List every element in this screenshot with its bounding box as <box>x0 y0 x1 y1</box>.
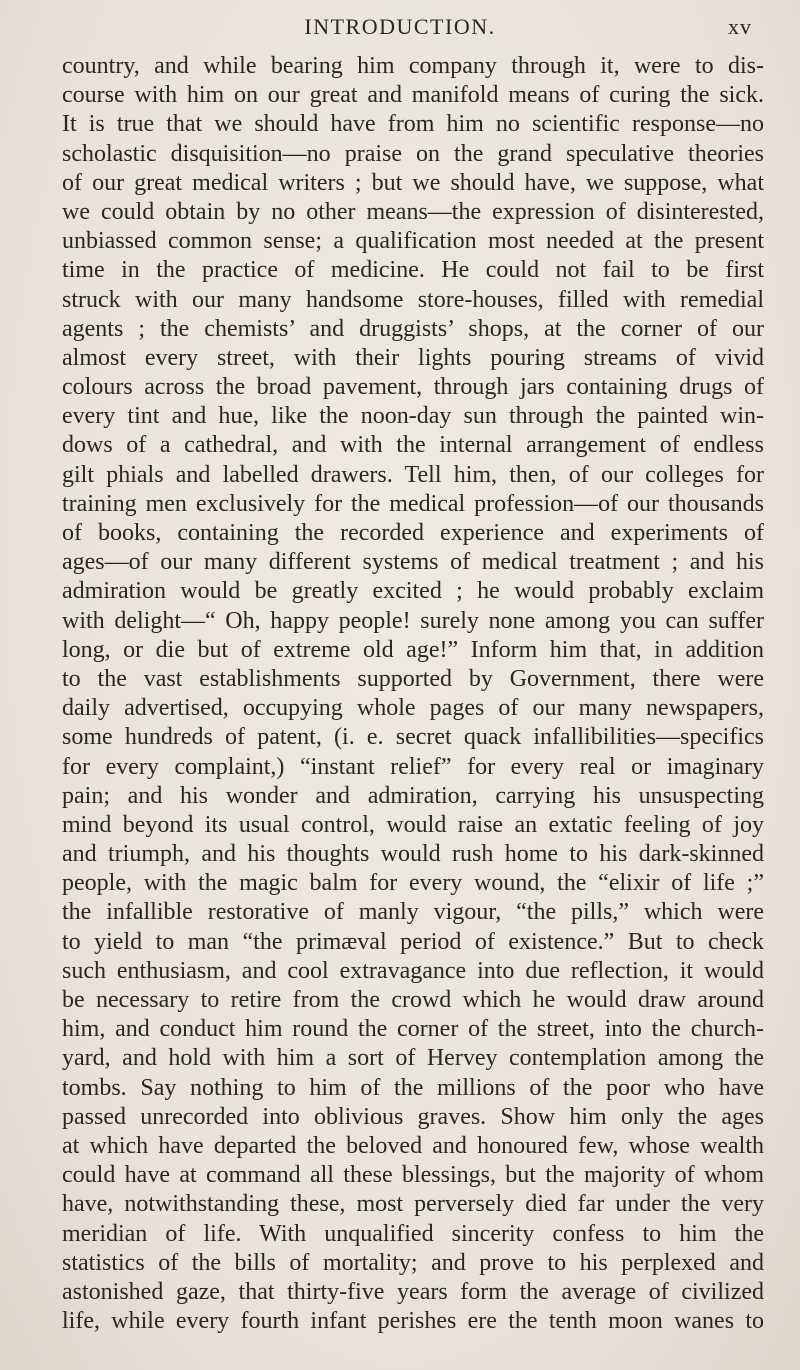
text-line: daily advertised, occupying whole pages of our many newspapers, <box>62 695 764 722</box>
text-line: unbiassed common sense; a qualification most needed at the present <box>62 228 764 255</box>
page-number: xv <box>728 14 752 39</box>
text-line: passed unrecorded into oblivious graves. Show him only the ages <box>62 1103 764 1130</box>
text-line: long, or die but of extreme old age!” Inform him that, in addition <box>62 636 764 663</box>
running-title: INTRODUCTION. <box>304 14 496 39</box>
text-line: dows of a cathedral, and with the internal arrangement of endless <box>62 432 764 459</box>
text-line: colours across the broad pavement, through jars containing drugs of <box>62 374 764 401</box>
text-line: of our great medical writers ; but we should have, we suppose, what <box>62 169 764 196</box>
text-line: agents ; the chemists’ and druggists’ shops, at the corner of our <box>62 315 764 342</box>
text-line: of books, containing the recorded experience and experiments of <box>62 520 764 546</box>
text-line: struck with our many handsome store-houses, filled with remedial <box>62 286 764 313</box>
text-line: and triumph, and his thoughts would rush home to his dark-skinned <box>62 841 764 868</box>
text-line: meridian of life. With unqualified sincerity confess to him the <box>62 1220 764 1247</box>
text-line: every tint and hue, like the noon-day sun through the painted win- <box>62 403 764 430</box>
text-line: him, and conduct him round the corner of the street, into the church- <box>62 1016 764 1043</box>
text-line: ages—of our many different systems of medical treatment ; and his <box>62 549 764 576</box>
text-line: admiration would be greatly excited ; he would probably exclaim <box>62 578 764 605</box>
text-line: It is true that we should have from him no scientific response—no <box>62 111 764 138</box>
text-line: be necessary to retire from the crowd which he would draw around <box>62 987 764 1013</box>
text-line: astonished gaze, that thirty-five years form the average of civilized <box>62 1278 764 1305</box>
text-line: the infallible restorative of manly vigour, “the pills,” which were <box>62 899 764 926</box>
text-line: people, with the magic balm for every wound, the “elixir of life ;” <box>62 870 764 897</box>
text-line: with delight—“ Oh, happy people! surely none among you can suffer <box>62 607 764 634</box>
text-line: mind beyond its usual control, would raise an extatic feeling of joy <box>62 811 764 838</box>
text-line: scholastic disquisition—no praise on the grand speculative theories <box>62 140 764 167</box>
text-line: course with him on our great and manifold means of curing the sick. <box>62 82 764 109</box>
text-line: tombs. Say nothing to him of the millions of the poor who have <box>62 1074 764 1101</box>
text-line: training men exclusively for the medical profession—of our thousands <box>62 490 764 517</box>
text-line: pain; and his wonder and admiration, carrying his unsuspecting <box>62 782 764 809</box>
text-line: yard, and hold with him a sort of Hervey contemplation among the <box>62 1045 764 1072</box>
text-line: country, and while bearing him company through it, were to dis- <box>62 53 764 79</box>
text-line: time in the practice of medicine. He could not fail to be first <box>62 257 764 284</box>
text-line: life, while every fourth infant perishes ere the tenth moon wanes to <box>62 1308 764 1335</box>
text-line: we could obtain by no other means—the expression of disinterested, <box>62 198 764 225</box>
text-line: statistics of the bills of mortality; and prove to his perplexed and <box>62 1249 764 1276</box>
text-line: for every complaint,) “instant relief” for every real or imaginary <box>62 753 764 780</box>
text-line: gilt phials and labelled drawers. Tell him, then, of our colleges for <box>62 461 764 488</box>
text-line: at which have departed the beloved and honoured few, whose wealth <box>62 1132 764 1159</box>
text-line: to the vast establishments supported by Government, there were <box>62 665 764 692</box>
text-line: could have at command all these blessings, but the majority of whom <box>62 1162 764 1189</box>
text-line: such enthusiasm, and cool extravagance into due reflection, it would <box>62 957 764 984</box>
text-line: some hundreds of patent, (i. e. secret quack infallibilities—specifics <box>62 724 764 751</box>
running-header <box>0 14 800 44</box>
body-text <box>62 52 764 1336</box>
text-line: to yield to man “the primæval period of existence.” But to check <box>62 928 764 955</box>
text-line: have, notwithstanding these, most perversely died far under the very <box>62 1191 764 1218</box>
text-line: almost every street, with their lights pouring streams of vivid <box>62 344 764 371</box>
